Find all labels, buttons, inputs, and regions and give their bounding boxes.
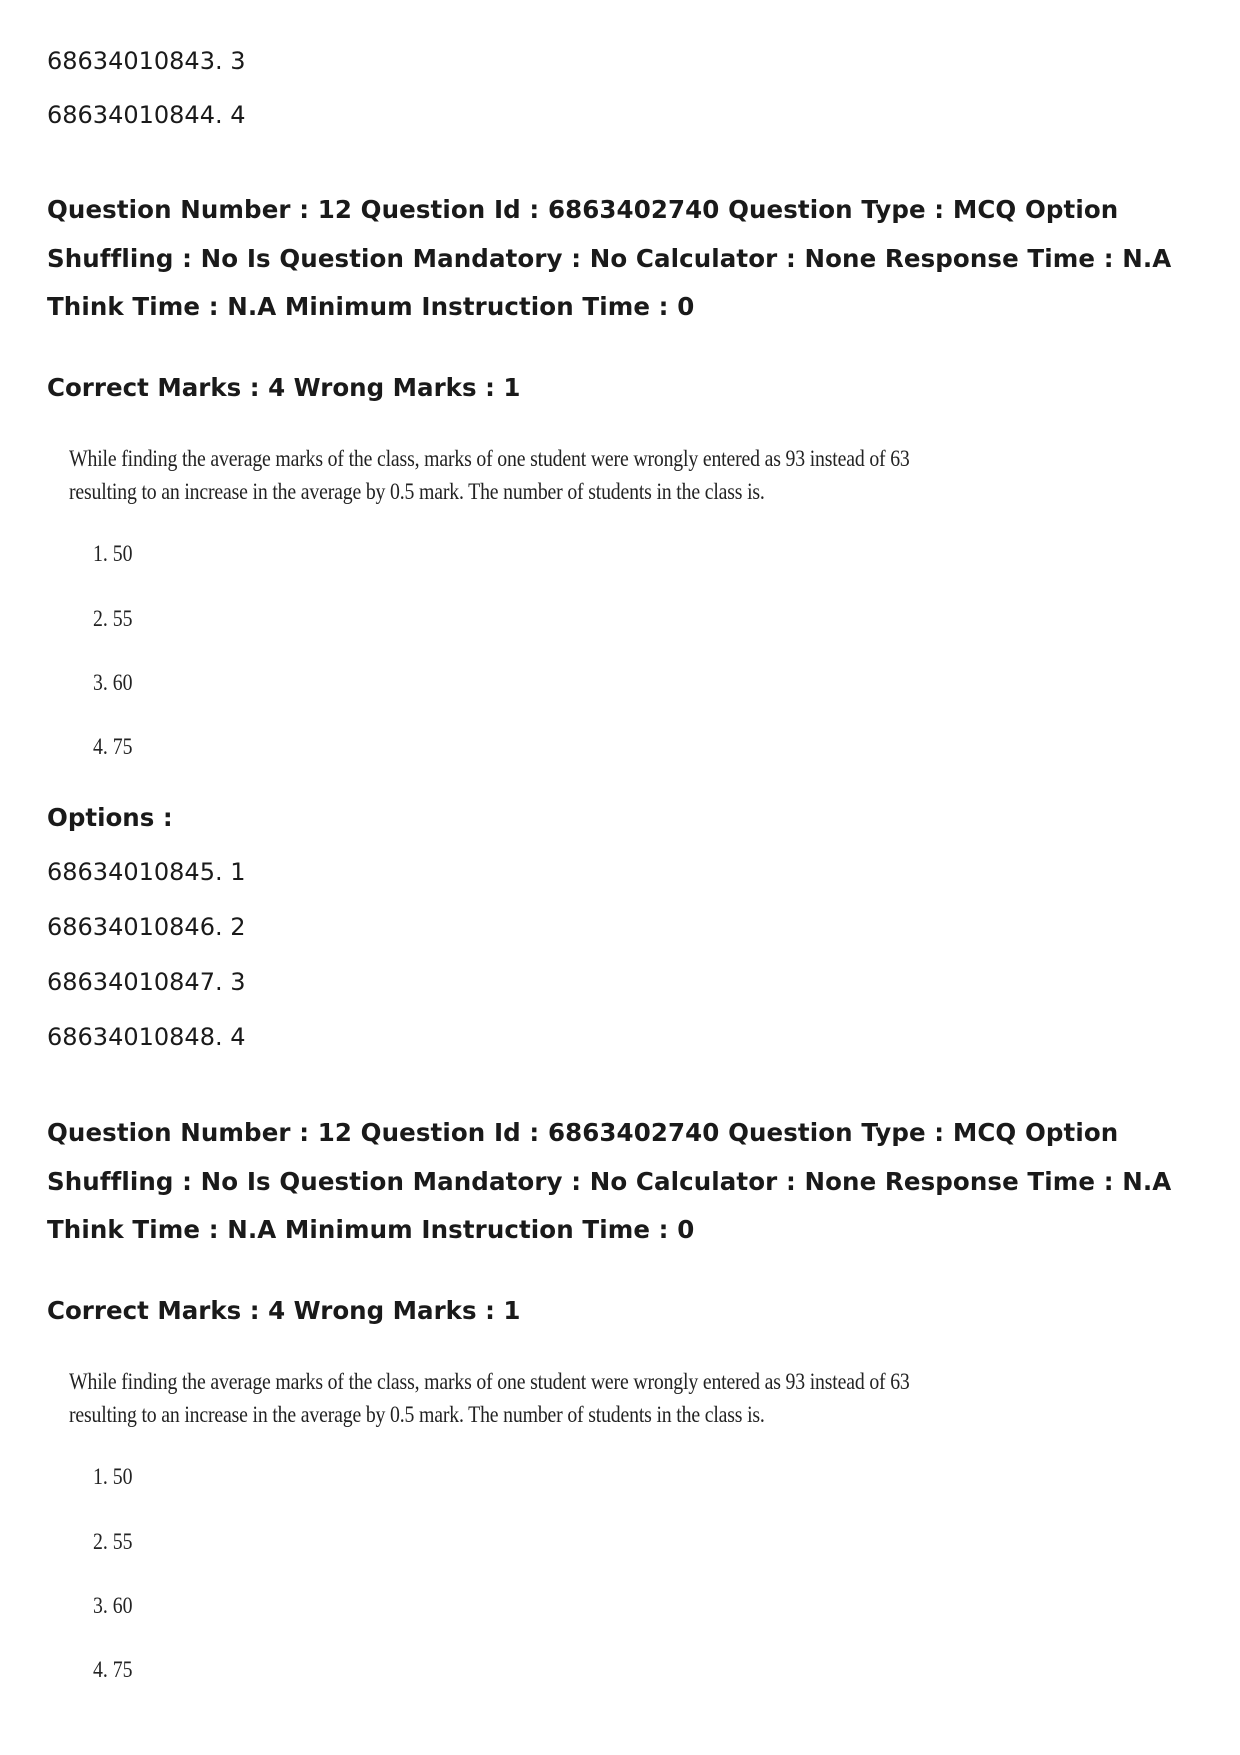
options-label: Options : [47, 803, 173, 832]
option-id-line: 68634010843. 3 [47, 47, 246, 75]
answer-choice: 4. 75 [93, 1657, 133, 1682]
answer-choice: 2. 55 [93, 1529, 133, 1554]
option-id-line: 68634010847. 3 [47, 968, 246, 996]
answer-choice: 2. 55 [93, 606, 133, 631]
marks-line: Correct Marks : 4 Wrong Marks : 1 [47, 373, 521, 402]
answer-choice: 1. 50 [93, 1464, 133, 1489]
question-text-line-2: resulting to an increase in the average by 0.5 mark. The number of students in the class is. [69, 1402, 765, 1427]
question-header: Question Number : 12 Question Id : 6863402740 Question Type : MCQ Option Shuffling : No Is Question Mandatory : No Calculator : None Response Time : N.A Think Time : N.A Minimum Instruction Time : 0 [47, 195, 1172, 321]
option-id-line: 68634010846. 2 [47, 913, 246, 941]
marks-line: Correct Marks : 4 Wrong Marks : 1 [47, 1296, 521, 1325]
answer-choice: 1. 50 [93, 541, 133, 566]
question-text-line-2: resulting to an increase in the average by 0.5 mark. The number of students in the class is. [69, 479, 765, 504]
question-header: Question Number : 12 Question Id : 6863402740 Question Type : MCQ Option Shuffling : No Is Question Mandatory : No Calculator : None Response Time : N.A Think Time : N.A Minimum Instruction Time : 0 [47, 1118, 1172, 1244]
question-image [69, 1365, 969, 1682]
answer-choice: 4. 75 [93, 734, 133, 759]
answer-choice: 3. 60 [93, 1593, 133, 1618]
answer-choice: 3. 60 [93, 670, 133, 695]
question-text-line-1: While finding the average marks of the class, marks of one student were wrongly entered as 93 instead of 63 [69, 446, 910, 471]
option-id-line: 68634010844. 4 [47, 101, 246, 129]
question-image [69, 442, 969, 759]
question-text-line-1: While finding the average marks of the class, marks of one student were wrongly entered as 93 instead of 63 [69, 1369, 910, 1394]
option-id-line: 68634010845. 1 [47, 858, 246, 886]
option-id-line: 68634010848. 4 [47, 1023, 246, 1051]
